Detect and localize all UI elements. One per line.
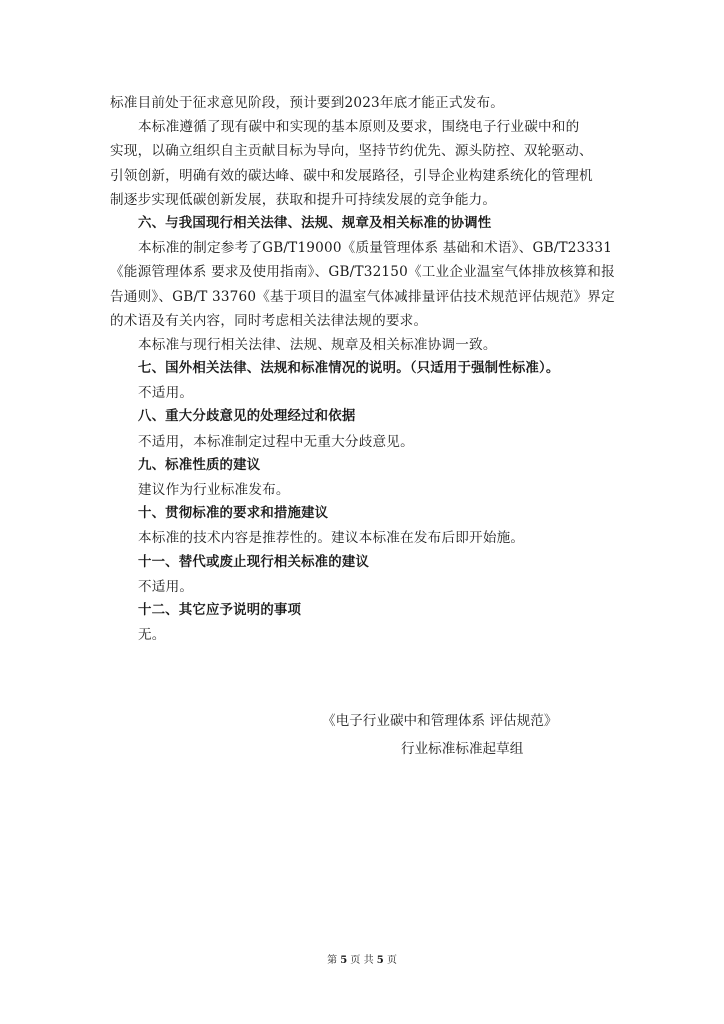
body-line: 本标准的技术内容是推荐性的。建议本标准在发布后即开始施。 [138,530,525,547]
footer-page-number: 5 [340,955,348,966]
section-heading: 七、国外相关法律、法规和标准情况的说明。（只适用于强制性标准）。 [138,361,560,377]
body-line: 实现，以确立组织自主贡献目标为导向，坚持节约优先、源头防控、双轮驱动、 [110,143,593,160]
footer-prefix: 第 [327,955,338,966]
section-heading: 六、与我国现行相关法律、法规、规章及相关标准的协调性 [138,215,492,231]
body-line: 建议作为行业标准发布。 [138,482,290,498]
signature-group: 行业标准标准起草组 [401,741,524,757]
section-heading: 十二、其它应予说明的事项 [138,602,302,618]
section-heading: 九、标准性质的建议 [138,457,261,473]
footer-suffix: 页 [386,955,397,966]
section-heading: 十一、替代或废止现行相关标准的建议 [138,554,370,570]
body-line: 不适用。 [138,578,194,595]
body-line: 本标准的制定参考了GB/T19000《质量管理体系 基础和术语》、GB/T23331 [138,240,613,257]
body-line: 不适用，本标准制定过程中无重大分歧意见。 [138,433,414,450]
body-line: 不适用。 [138,385,194,402]
footer-middle: 页 共 [350,955,374,966]
body-line: 的术语及有关内容，同时考虑相关法律法规的要求。 [110,312,428,329]
body-line: 引领创新，明确有效的碳达峰、碳中和发展路径，引导企业构建系统化的管理机 [110,167,593,184]
section-heading: 八、重大分歧意见的处理经过和依据 [138,409,356,425]
body-line: 标准目前处于征求意见阶段，预计要到2023年底才能正式发布。 [110,95,505,111]
document-body [110,91,620,647]
signature-title: 《电子行业碳中和管理体系 评估规范》 [322,713,558,729]
page-footer [0,951,724,966]
body-line: 制逐步实现低碳创新发展，获取和提升可持续发展的竞争能力。 [110,191,497,208]
body-line: 本标准遵循了现有碳中和实现的基本原则及要求，围绕电子行业碳中和的 [138,119,580,136]
body-line: 告通则》、GB/T 33760《基于项目的温室气体减排量评估技术规范评估规范》界定 [110,288,615,305]
body-line: 无。 [138,627,166,644]
footer-total-pages: 5 [376,955,384,966]
body-line: 本标准与现行相关法律、法规、规章及相关标准协调一致。 [138,336,497,353]
section-heading: 十、贯彻标准的要求和措施建议 [138,506,329,522]
body-line: 《能源管理体系 要求及使用指南》、GB/T32150《工业企业温室气体排放核算和报 [110,264,615,281]
